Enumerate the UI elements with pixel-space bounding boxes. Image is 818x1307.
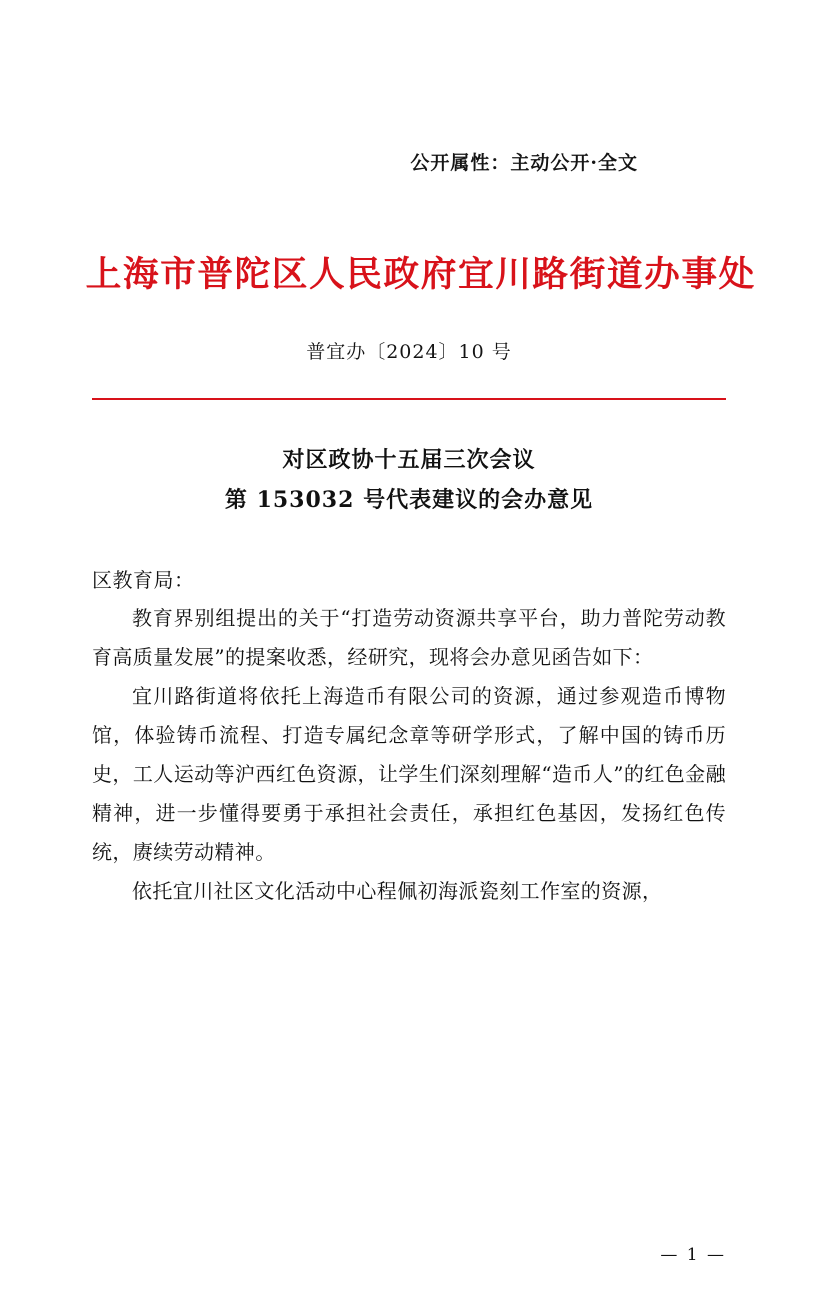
- body-paragraph: 宜川路街道将依托上海造币有限公司的资源，通过参观造币博物馆，体验铸币流程、打造专属纪念章等研学形式，了解中国的铸币历史，工人运动等沪西红色资源，让学生们深刻理解“造币人”的红色金融精神，进一步懂得要勇于承担社会责任，承担红色基因，发扬红色传统，赓续劳动精神。: [92, 684, 726, 864]
- subject-line-1: 对区政协十五届三次会议: [282, 447, 536, 473]
- public-attribute-line: 公开属性：主动公开·全文: [410, 152, 638, 174]
- document-subject: [92, 440, 726, 520]
- subject-line-2: 第 153032 号代表建议的会办意见: [224, 487, 594, 513]
- recipient-line: 区教育局：: [92, 568, 195, 592]
- document-page: [0, 148, 818, 1307]
- document-body: [92, 599, 726, 911]
- document-number: 普宜办〔2024〕10 号: [306, 341, 512, 363]
- body-paragraph: 依托宜川社区文化活动中心程佩初海派瓷刻工作室的资源，: [132, 879, 663, 903]
- red-divider-rule: [92, 398, 726, 400]
- body-paragraph: 教育界别组提出的关于“打造劳动资源共享平台，助力普陀劳动教育高质量发展”的提案收悉，经研究，现将会办意见函告如下：: [92, 606, 726, 669]
- organization-title: 上海市普陀区人民政府宜川路街道办事处: [85, 254, 756, 295]
- page-number: — 1 —: [660, 1245, 726, 1265]
